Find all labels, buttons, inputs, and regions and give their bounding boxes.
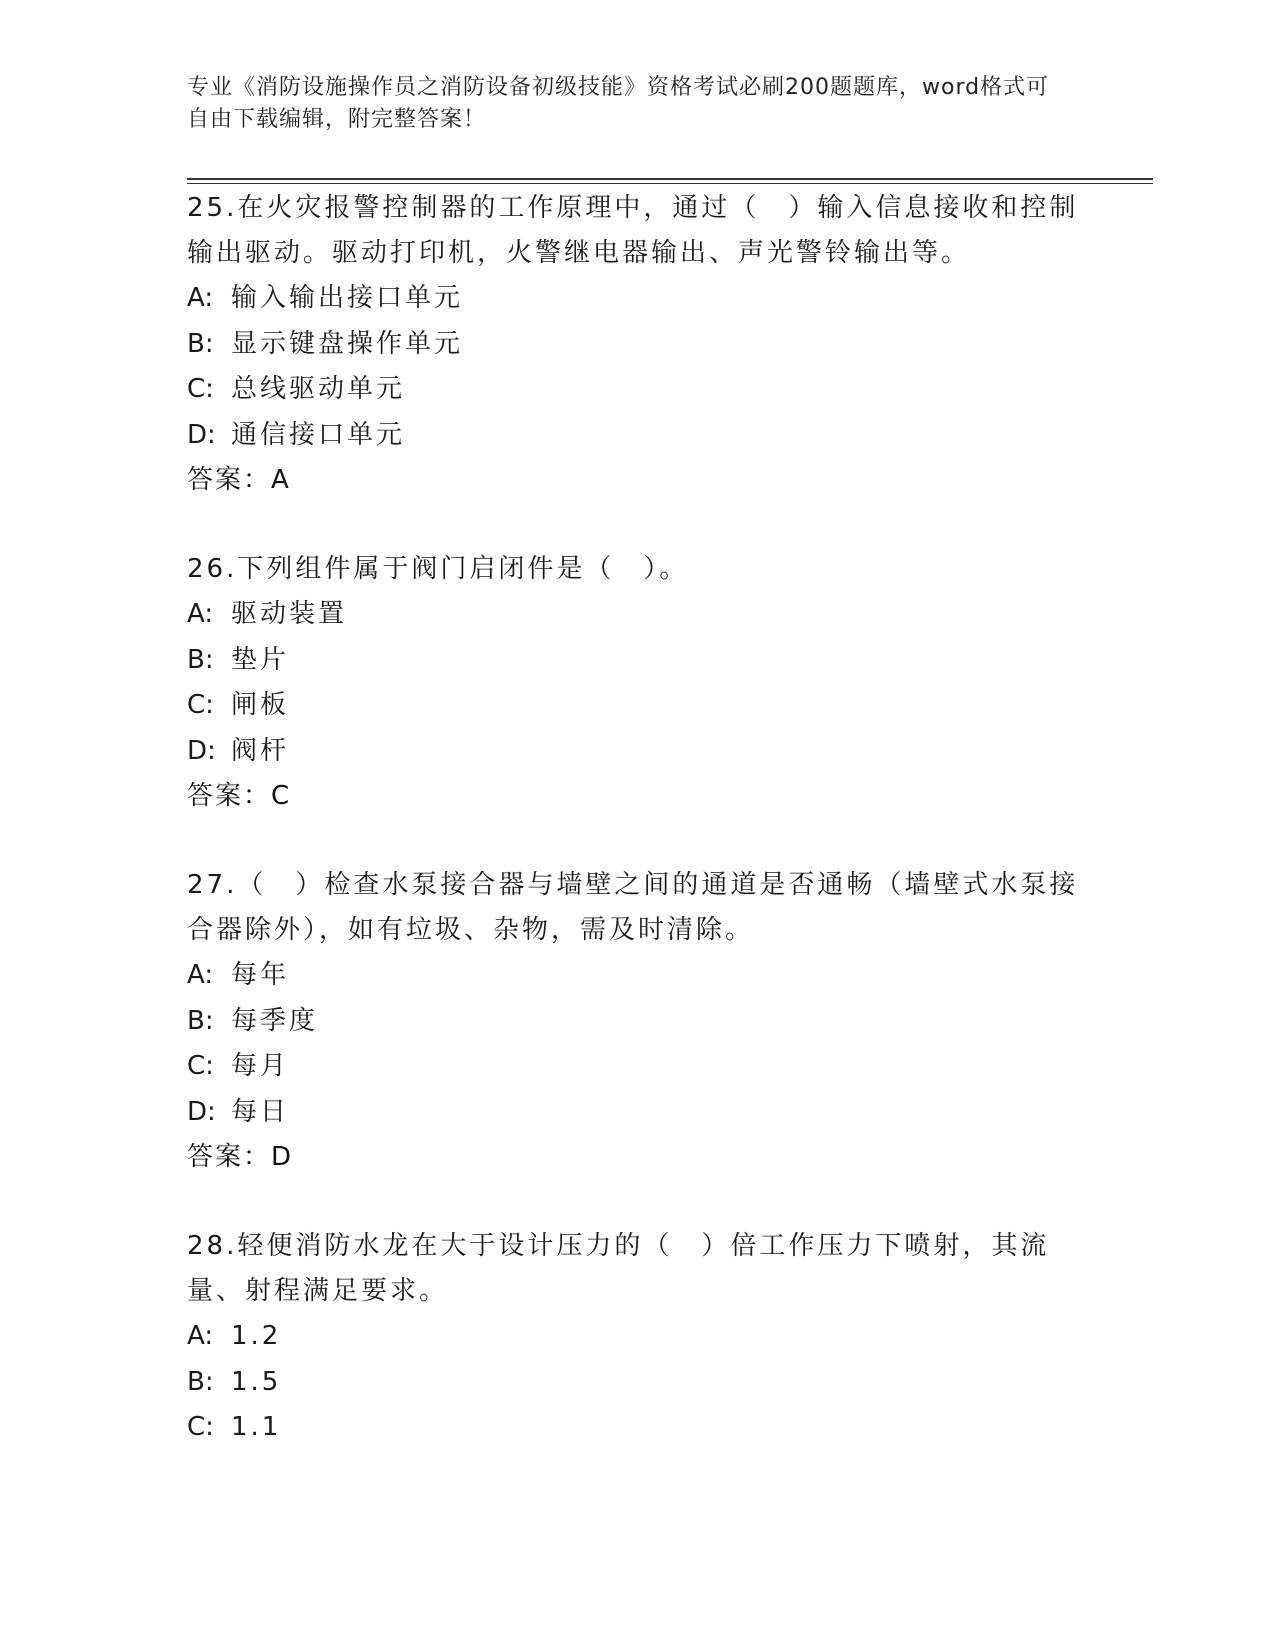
option-letter: A: — [187, 1321, 214, 1351]
option-a — [187, 953, 1087, 999]
header-rule-thick — [187, 178, 1153, 180]
option-letter: A: — [187, 599, 214, 629]
option-d — [187, 729, 1087, 775]
option-text: 阀杆 — [231, 735, 290, 766]
answer-line — [187, 774, 1087, 819]
option-text: 每年 — [231, 960, 290, 990]
option-a — [187, 592, 1087, 638]
option-text: 每日 — [231, 1096, 290, 1127]
option-text: 垫片 — [231, 644, 290, 675]
answer-value: A — [271, 465, 290, 495]
option-text: 通信接口单元 — [231, 419, 406, 450]
question-28 — [187, 1224, 1087, 1451]
option-letter: B: — [187, 1366, 214, 1397]
option-text: 每月 — [231, 1051, 290, 1081]
question-25 — [187, 186, 1087, 503]
option-letter: B: — [187, 1005, 214, 1036]
answer-value: D — [271, 1142, 293, 1172]
option-b — [187, 999, 1087, 1045]
option-letter: C: — [187, 1412, 214, 1442]
option-a — [187, 276, 1087, 322]
option-text: 1.5 — [231, 1366, 282, 1397]
answer-line — [187, 1135, 1087, 1180]
option-letter: A: — [187, 960, 214, 990]
option-text: 驱动装置 — [231, 599, 348, 629]
option-letter: B: — [187, 328, 214, 359]
question-stem: 25.在火灾报警控制器的工作原理中，通过（ ）输入信息接收和控制输出驱动。驱动打印机，火警继电器输出、声光警铃输出等。 — [187, 193, 1079, 268]
option-c — [187, 683, 1087, 729]
option-letter: D: — [187, 1096, 216, 1127]
option-d — [187, 413, 1087, 459]
option-b — [187, 1360, 1087, 1406]
option-c — [187, 367, 1087, 413]
question-stem: 26.下列组件属于阀门启闭件是（ ）。 — [187, 554, 689, 584]
question-27 — [187, 863, 1087, 1180]
document-header: 专业《消防设施操作员之消防设备初级技能》资格考试必刷200题题库，word格式可自由下载编辑，附完整答案！ — [187, 75, 1050, 132]
option-letter: D: — [187, 735, 216, 766]
option-text: 每季度 — [231, 1005, 319, 1036]
option-text: 显示键盘操作单元 — [231, 328, 464, 359]
option-b — [187, 638, 1087, 684]
header-rule-thin — [187, 183, 1153, 184]
answer-label: 答案： — [187, 781, 272, 811]
option-text: 1.1 — [231, 1412, 282, 1442]
option-letter: C: — [187, 374, 214, 404]
option-text: 闸板 — [231, 690, 290, 720]
option-c — [187, 1405, 1087, 1451]
answer-label: 答案： — [187, 465, 272, 495]
option-letter: C: — [187, 690, 214, 720]
option-b — [187, 322, 1087, 368]
option-c — [187, 1044, 1087, 1090]
option-letter: A: — [187, 283, 214, 313]
option-text: 输入输出接口单元 — [231, 283, 464, 313]
question-26 — [187, 547, 1087, 819]
option-letter: B: — [187, 644, 214, 675]
option-letter: C: — [187, 1051, 214, 1081]
question-list — [187, 186, 1087, 1495]
question-stem: 28.轻便消防水龙在大于设计压力的（ ）倍工作压力下喷射，其流量、射程满足要求。 — [187, 1231, 1050, 1306]
answer-label: 答案： — [187, 1142, 272, 1172]
answer-line — [187, 458, 1087, 503]
question-stem: 27.（ ）检查水泵接合器与墙壁之间的通道是否通畅（墙壁式水泵接合器除外），如有垃圾、杂物，需及时清除。 — [187, 870, 1079, 945]
option-a — [187, 1314, 1087, 1360]
option-d — [187, 1090, 1087, 1136]
option-text: 总线驱动单元 — [231, 374, 406, 404]
answer-value: C — [271, 781, 291, 811]
option-text: 1.2 — [231, 1321, 282, 1351]
option-letter: D: — [187, 419, 216, 450]
